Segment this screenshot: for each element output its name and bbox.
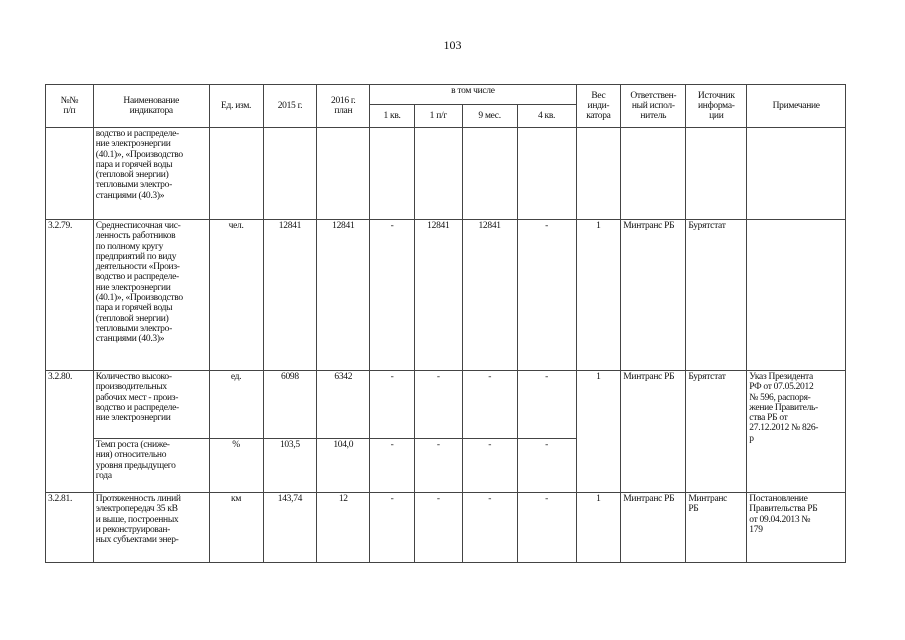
row-h1 bbox=[414, 128, 462, 220]
row-q1: - bbox=[370, 371, 415, 439]
row-2015: 143,74 bbox=[263, 493, 317, 563]
row-9m: - bbox=[462, 371, 517, 439]
row-9m: 12841 bbox=[462, 220, 517, 371]
row-2016: 6342 bbox=[317, 371, 370, 439]
header-num: №№ п/п bbox=[46, 85, 94, 128]
header-row-1 bbox=[46, 85, 846, 105]
row-q4: - bbox=[517, 220, 576, 371]
row-9m: - bbox=[462, 493, 517, 563]
row-name: Темп роста (сниже- ния) относительно уровня предыдущего года bbox=[93, 439, 209, 493]
header-including: в том числе bbox=[370, 85, 576, 105]
row-note: Указ Президента РФ от 07.05.2012 № 596, распоря- жение Правитель- ства РБ от 27.12.2012 № 826- р bbox=[747, 371, 846, 493]
table-row bbox=[46, 128, 846, 220]
header-q4: 4 кв. bbox=[517, 105, 576, 128]
row-unit: ед. bbox=[209, 371, 263, 439]
table-row bbox=[46, 220, 846, 371]
row-q1: - bbox=[370, 439, 415, 493]
row-source: Минтранс РБ bbox=[686, 493, 747, 563]
row-h1: 12841 bbox=[414, 220, 462, 371]
row-num: 3.2.81. bbox=[46, 493, 94, 563]
row-2016: 104,0 bbox=[317, 439, 370, 493]
row-q1: - bbox=[370, 220, 415, 371]
row-note: Постановление Правительства РБ от 09.04.2013 № 179 bbox=[747, 493, 846, 563]
row-q4: - bbox=[517, 371, 576, 439]
row-h1: - bbox=[414, 439, 462, 493]
row-name: Количество высоко- производительных рабочих мест - произ- водство и распределе- ние электроэнергии bbox=[93, 371, 209, 439]
row-weight: 1 bbox=[576, 371, 621, 493]
row-unit bbox=[209, 128, 263, 220]
row-q4: - bbox=[517, 439, 576, 493]
row-unit: % bbox=[209, 439, 263, 493]
row-name: водство и распределе- ние электроэнергии (40.1)», «Производство пара и горячей воды (тепловой энергии) тепловыми электро- станциями (40.3)» bbox=[93, 128, 209, 220]
row-2015 bbox=[263, 128, 317, 220]
header-responsible: Ответствен- ный испол- нитель bbox=[621, 85, 686, 128]
header-unit: Ед. изм. bbox=[209, 85, 263, 128]
row-name: Протяженность линий электропередач 35 кВ и выше, построенных и реконструирован- ных субъектами энер- bbox=[93, 493, 209, 563]
row-note bbox=[747, 220, 846, 371]
row-q4 bbox=[517, 128, 576, 220]
row-2015: 6098 bbox=[263, 371, 317, 439]
row-q1: - bbox=[370, 493, 415, 563]
row-weight bbox=[576, 128, 621, 220]
header-note: Примечание bbox=[747, 85, 846, 128]
row-weight: 1 bbox=[576, 493, 621, 563]
row-9m bbox=[462, 128, 517, 220]
row-2016: 12 bbox=[317, 493, 370, 563]
row-unit: чел. bbox=[209, 220, 263, 371]
indicator-table bbox=[45, 84, 846, 563]
row-responsible: Минтранс РБ bbox=[621, 220, 686, 371]
header-2016: 2016 г. план bbox=[317, 85, 370, 128]
header-9m: 9 мес. bbox=[462, 105, 517, 128]
header-name: Наименование индикатора bbox=[93, 85, 209, 128]
row-num bbox=[46, 128, 94, 220]
row-weight: 1 bbox=[576, 220, 621, 371]
row-h1: - bbox=[414, 371, 462, 439]
row-q1 bbox=[370, 128, 415, 220]
row-name: Среднесписочная чис- ленность работников по полному кругу предприятий по виду деятельности «Произ- водство и распределе- ние электроэнергии (40.1)», «Производство пара и горячей воды (тепловой энергии) тепловыми электро- станциями (40.3)» bbox=[93, 220, 209, 371]
row-unit: км bbox=[209, 493, 263, 563]
row-responsible: Минтранс РБ bbox=[621, 371, 686, 493]
row-h1: - bbox=[414, 493, 462, 563]
row-source: Бурятстат bbox=[686, 371, 747, 493]
row-num: 3.2.80. bbox=[46, 371, 94, 493]
row-source: Бурятстат bbox=[686, 220, 747, 371]
header-2015: 2015 г. bbox=[263, 85, 317, 128]
row-2016 bbox=[317, 128, 370, 220]
header-weight: Вес инди- катора bbox=[576, 85, 621, 128]
row-q4: - bbox=[517, 493, 576, 563]
header-source: Источник информа- ции bbox=[686, 85, 747, 128]
table-row bbox=[46, 493, 846, 563]
row-9m: - bbox=[462, 439, 517, 493]
header-q1: 1 кв. bbox=[370, 105, 415, 128]
row-note bbox=[747, 128, 846, 220]
row-2016: 12841 bbox=[317, 220, 370, 371]
table-row bbox=[46, 371, 846, 439]
row-2015: 12841 bbox=[263, 220, 317, 371]
row-responsible bbox=[621, 128, 686, 220]
page-number: 103 bbox=[443, 38, 462, 52]
row-source bbox=[686, 128, 747, 220]
row-2015: 103,5 bbox=[263, 439, 317, 493]
row-num: 3.2.79. bbox=[46, 220, 94, 371]
header-h1: 1 п/г bbox=[414, 105, 462, 128]
row-responsible: Минтранс РБ bbox=[621, 493, 686, 563]
